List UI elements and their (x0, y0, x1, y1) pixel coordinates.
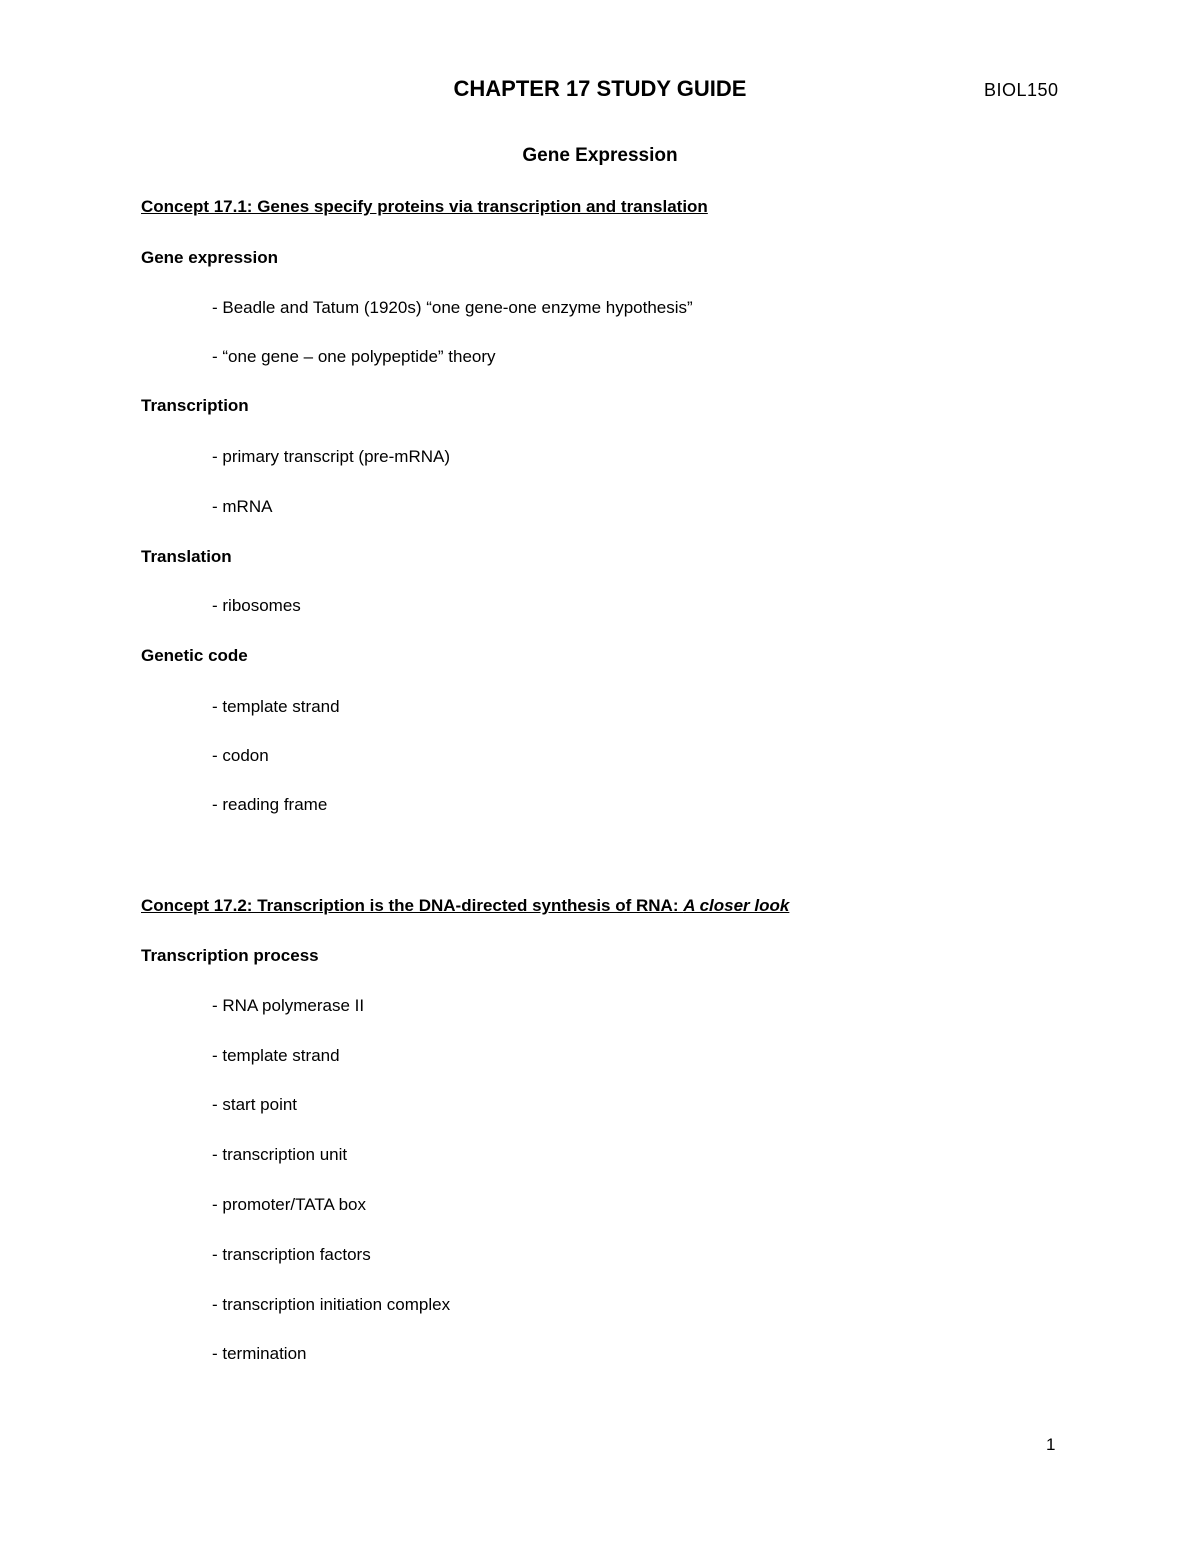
list-item: - transcription factors (212, 1245, 371, 1264)
concept-heading-17-1: Concept 17.1: Genes specify proteins via transcription and translation (141, 197, 708, 216)
concept-heading-text: Concept 17.2: Transcription is the DNA-directed synthesis of RNA: (141, 896, 684, 915)
list-item: - termination (212, 1344, 307, 1363)
list-item: - template strand (212, 1046, 340, 1065)
list-item: - transcription initiation complex (212, 1295, 451, 1314)
list-item: - transcription unit (212, 1145, 348, 1164)
section-heading: Translation (141, 547, 232, 566)
list-item: - “one gene – one polypeptide” theory (212, 347, 496, 366)
page-number: 1 (1046, 1435, 1056, 1454)
list-item: - Beadle and Tatum (1920s) “one gene-one enzyme hypothesis” (212, 298, 693, 317)
list-item: - mRNA (212, 497, 273, 516)
section-heading: Gene expression (141, 248, 279, 267)
section-heading: Genetic code (141, 646, 248, 665)
list-item: - start point (212, 1095, 298, 1114)
page-subtitle: Gene Expression (522, 145, 678, 166)
list-item: - RNA polymerase II (212, 996, 365, 1015)
list-item: - codon (212, 746, 269, 765)
section-heading: Transcription process (141, 946, 319, 965)
list-item: - template strand (212, 697, 340, 716)
section-heading: Transcription (141, 396, 249, 415)
list-item: - primary transcript (pre-mRNA) (212, 447, 451, 466)
page-title: CHAPTER 17 STUDY GUIDE (453, 76, 747, 101)
concept-heading-17-2 (141, 896, 789, 916)
list-item: - reading frame (212, 795, 328, 814)
concept-heading-italic: A closer look (683, 896, 790, 915)
list-item: - ribosomes (212, 596, 301, 615)
course-code: BIOL150 (984, 80, 1059, 100)
list-item: - promoter/TATA box (212, 1195, 366, 1214)
